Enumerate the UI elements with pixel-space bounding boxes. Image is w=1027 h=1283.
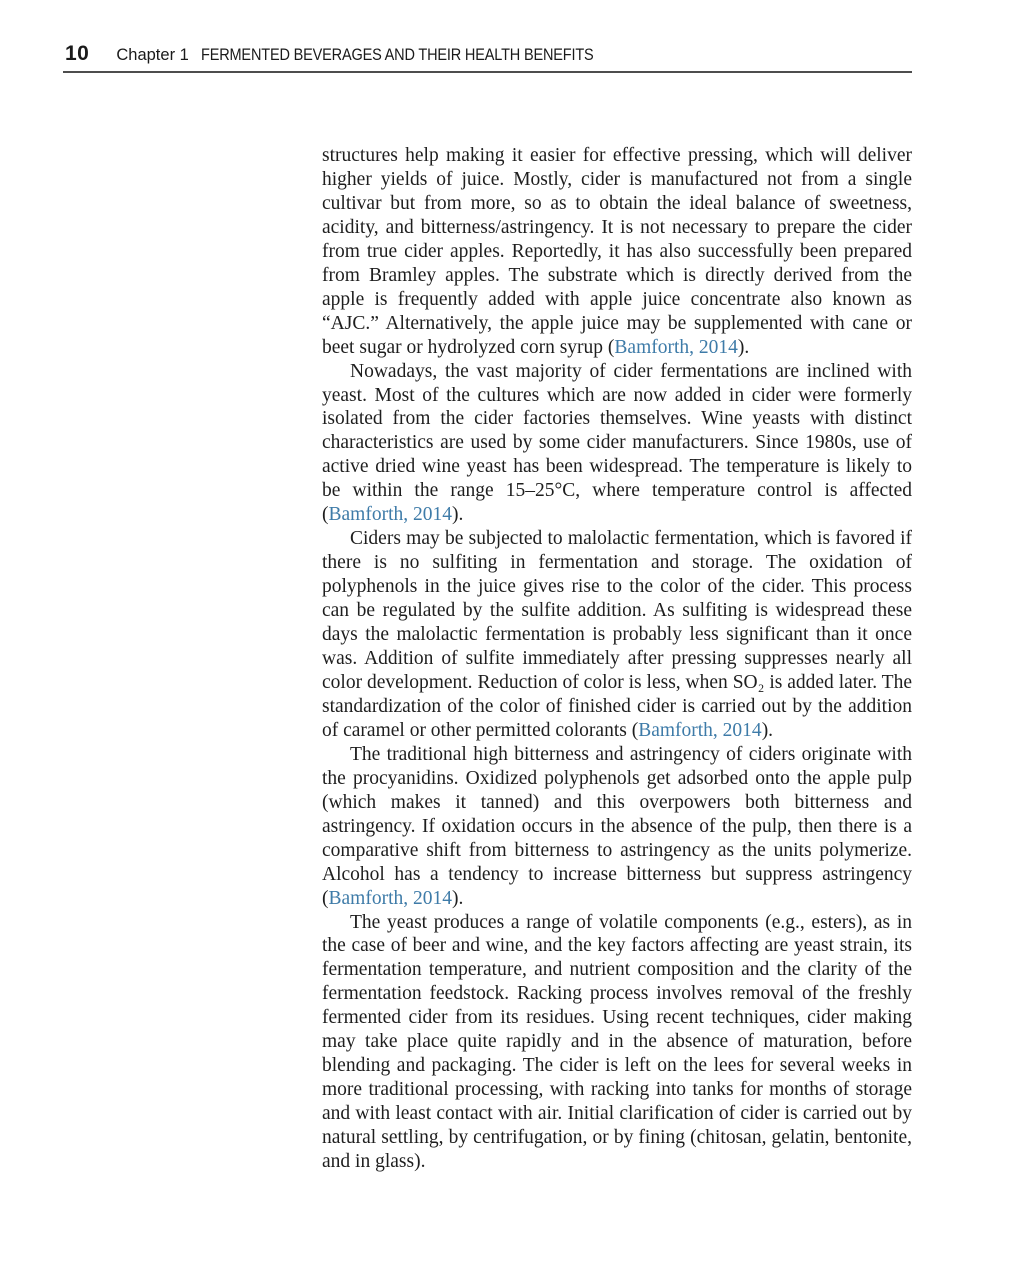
- citation-link[interactable]: Bamforth, 2014: [614, 336, 738, 358]
- chapter-label: Chapter 1: [116, 46, 189, 64]
- paragraph-text: Ciders may be subjected to malolactic fermentation, which is favored if there is no sulfiting in fermentation and storage. The oxidation of polyphenols in the juice gives rise to the color of the cider. This process can be regulated by the sulfite addition. As sulfiting is widespread these days the malolactic fermentation is probably less significant than it once was. Addition of sulfite immediately after pressing suppresses nearly all color development. Reduction of color is less, when SO₂ is added later. The standardization of the color of finished cider is carried out by the addition of caramel or other permitted colorants (: [322, 528, 912, 741]
- paragraph: [322, 360, 912, 528]
- paragraph-text: The yeast produces a range of volatile components (e.g., esters), as in the case of beer and wine, and the key factors affecting are yeast strain, its fermentation temperature, and nutrient composition and the clarity of the fermentation feedstock. Racking process involves removal of the freshly fermented cider from its residues. Using recent techniques, cider making may take place quite rapidly and in the absence of maturation, before blending and packaging. The cider is left on the lees for several weeks in more traditional processing, with racking into tanks for months of storage and with least contact with air. Initial clarification of cider is carried out by natural settling, by centrifugation, or by fining (chitosan, gelatin, bentonite, and in glass).: [322, 911, 912, 1173]
- page-header: [65, 42, 647, 66]
- chapter-title: FERMENTED BEVERAGES AND THEIR HEALTH BENEFITS: [200, 46, 594, 64]
- citation-link[interactable]: Bamforth, 2014: [328, 504, 452, 526]
- paragraph-text: Nowadays, the vast majority of cider fermentations are inclined with yeast. Most of the cultures which are now added in cider were formerly isolated from the cider factories themselves. Wine yeasts with distinct characteristics are used by some cider manufacturers. Since 1980s, use of active dried wine yeast has been widespread. The temperature is likely to be within the range 15–25°C, where temperature control is affected (: [322, 360, 912, 526]
- paragraph-text: The traditional high bitterness and astringency of ciders originate with the procyanidins. Oxidized polyphenols get adsorbed onto the apple pulp (which makes it tanned) and this overpowers both bitterness and astringency. If oxidation occurs in the absence of the pulp, then there is a comparative shift from bitterness to astringency as the units polymerize. Alcohol has a tendency to increase bitterness but suppress astringency (: [322, 743, 912, 909]
- citation-link[interactable]: Bamforth, 2014: [638, 719, 762, 741]
- body-text: [322, 144, 912, 1174]
- paragraph: [322, 911, 912, 1174]
- paragraph-text: ).: [451, 887, 464, 909]
- citation-link[interactable]: Bamforth, 2014: [328, 887, 452, 909]
- paragraph: [322, 743, 912, 911]
- paragraph-text: ).: [451, 504, 464, 526]
- paragraph-text: ).: [737, 336, 750, 358]
- page-number: 10: [65, 42, 90, 65]
- paragraph-text: ).: [761, 719, 774, 741]
- header-rule: [63, 71, 912, 73]
- paragraph-text: structures help making it easier for effective pressing, which will deliver higher yields of juice. Mostly, cider is manufactured not from a single cultivar but from more, so as to obtain the ideal balance of sweetness, acidity, and bitterness/astringency. It is not necessary to prepare the cider from true cider apples. Reportedly, it has also successfully been prepared from Bramley apples. The substrate which is directly derived from the apple is frequently added with apple juice concentrate also known as “AJC.” Alternatively, the apple juice may be supplemented with cane or beet sugar or hydrolyzed corn syrup (: [322, 145, 912, 358]
- paragraph: [322, 527, 912, 743]
- paragraph: [322, 144, 912, 360]
